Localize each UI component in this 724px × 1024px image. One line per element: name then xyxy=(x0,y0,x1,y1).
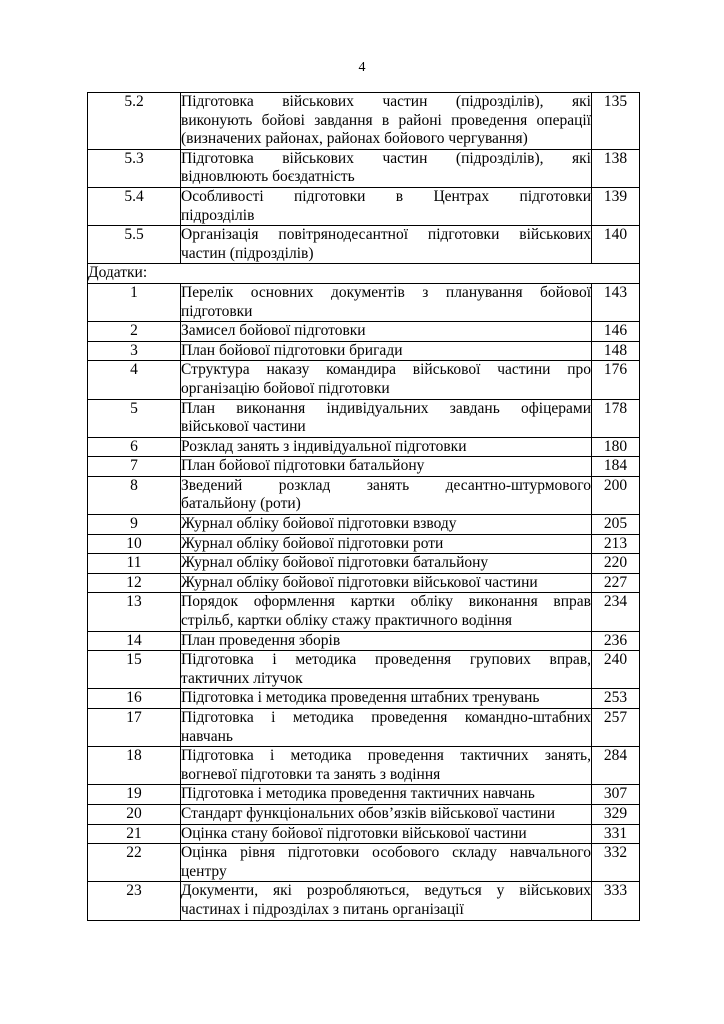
toc-title-line: вогневої підготовки та занять з водіння xyxy=(181,765,441,783)
toc-title-line: План бойової підготовки бригади xyxy=(181,341,403,359)
toc-row-title xyxy=(181,844,592,882)
toc-row-title xyxy=(181,593,592,631)
toc-title-line: частин (підрозділів) xyxy=(181,244,314,262)
toc-title-line: Розклад занять з індивідуальної підготовки xyxy=(181,437,467,455)
toc-row-page: 139 xyxy=(592,187,640,225)
toc-row xyxy=(88,882,640,920)
toc-title-line: відновлюють боєздатність xyxy=(181,168,355,186)
toc-title-line: військової частини xyxy=(181,418,306,436)
toc-body xyxy=(88,93,640,921)
toc-title-line: підрозділів xyxy=(181,206,255,224)
toc-title-line: План виконання індивідуальних завдань офіцерами xyxy=(181,399,591,417)
toc-title-line: Підготовка і методика проведення групових вправ, xyxy=(181,651,591,669)
toc-title-line: Журнал обліку бойової підготовки взводу xyxy=(181,515,457,533)
toc-row xyxy=(88,593,640,631)
toc-row-page: 220 xyxy=(592,554,640,574)
toc-title-line: Підготовка військових частин (підрозділів), які xyxy=(181,149,591,167)
toc-row-title xyxy=(181,651,592,689)
toc-row-number: 1 xyxy=(88,283,181,321)
toc-row xyxy=(88,573,640,593)
toc-row-title xyxy=(181,476,592,514)
toc-row xyxy=(88,631,640,651)
toc-title-line: навчань xyxy=(181,727,233,745)
toc-title-line: План проведення зборів xyxy=(181,631,341,649)
toc-row xyxy=(88,554,640,574)
toc-row xyxy=(88,399,640,437)
toc-row xyxy=(88,226,640,264)
toc-title-line: підготовки xyxy=(181,302,253,320)
toc-row xyxy=(88,341,640,361)
toc-row-page: 331 xyxy=(592,824,640,844)
toc-row xyxy=(88,437,640,457)
toc-row xyxy=(88,149,640,187)
toc-title-line: Перелік основних документів з планування бойової xyxy=(181,283,591,301)
toc-row xyxy=(88,457,640,477)
toc-row xyxy=(88,534,640,554)
toc-row xyxy=(88,651,640,689)
toc-row-number: 21 xyxy=(88,824,181,844)
toc-row-page: 180 xyxy=(592,437,640,457)
toc-title-line: батальйону (роти) xyxy=(181,495,301,513)
toc-title-line: План бойової підготовки батальйону xyxy=(181,457,425,475)
toc-row-title xyxy=(181,534,592,554)
appendices-heading: Додатки: xyxy=(88,264,640,284)
toc-row-number: 5.5 xyxy=(88,226,181,264)
toc-row xyxy=(88,322,640,342)
toc-row-number: 11 xyxy=(88,554,181,574)
toc-row-page: 253 xyxy=(592,689,640,709)
toc-row-title xyxy=(181,554,592,574)
toc-row-number: 12 xyxy=(88,573,181,593)
toc-title-line: Порядок оформлення картки обліку виконання вправ xyxy=(181,593,591,611)
toc-title-line: Підготовка і методика проведення штабних тренувань xyxy=(181,689,540,707)
toc-row xyxy=(88,785,640,805)
toc-row-page: 178 xyxy=(592,399,640,437)
toc-row-number: 10 xyxy=(88,534,181,554)
toc-title-line: тактичних літучок xyxy=(181,669,303,687)
toc-row-title xyxy=(181,226,592,264)
toc-row-page: 257 xyxy=(592,709,640,747)
toc-row xyxy=(88,689,640,709)
toc-row-page: 329 xyxy=(592,804,640,824)
toc-title-line: Замисел бойової підготовки xyxy=(181,322,366,340)
toc-row-title xyxy=(181,457,592,477)
toc-row-title xyxy=(181,361,592,399)
toc-title-line: центру xyxy=(181,862,227,880)
toc-row-page: 146 xyxy=(592,322,640,342)
toc-row-page: 307 xyxy=(592,785,640,805)
toc-row-page: 138 xyxy=(592,149,640,187)
toc-title-line: (визначених районах, районах бойового чергування) xyxy=(181,130,528,148)
toc-row xyxy=(88,476,640,514)
toc-title-line: виконують бойові завдання в районі проведення операції xyxy=(181,111,591,129)
toc-row xyxy=(88,515,640,535)
toc-row-number: 16 xyxy=(88,689,181,709)
toc-row-number: 22 xyxy=(88,844,181,882)
toc-row-title xyxy=(181,785,592,805)
toc-row-page: 135 xyxy=(592,93,640,150)
toc-row-page: 200 xyxy=(592,476,640,514)
toc-row-title xyxy=(181,882,592,920)
toc-title-line: Журнал обліку бойової підготовки роти xyxy=(181,534,444,552)
toc-title-line: Підготовка військових частин (підрозділів), які xyxy=(181,93,591,110)
toc-row-number: 19 xyxy=(88,785,181,805)
toc-row-title xyxy=(181,804,592,824)
toc-row-title xyxy=(181,631,592,651)
toc-row xyxy=(88,283,640,321)
toc-row-title xyxy=(181,399,592,437)
toc-title-line: частинах і підрозділах з питань організації xyxy=(181,900,464,918)
table-of-contents xyxy=(87,92,640,921)
toc-row xyxy=(88,804,640,824)
toc-row-title xyxy=(181,341,592,361)
toc-row-page: 176 xyxy=(592,361,640,399)
toc-row-number: 5.4 xyxy=(88,187,181,225)
toc-title-line: Оцінка рівня підготовки особового складу навчального xyxy=(181,844,591,862)
toc-row xyxy=(88,709,640,747)
toc-row-number: 14 xyxy=(88,631,181,651)
toc-row-number: 8 xyxy=(88,476,181,514)
toc-row xyxy=(88,361,640,399)
toc-row-number: 3 xyxy=(88,341,181,361)
toc-title-line: Організація повітрянодесантної підготовки військових xyxy=(181,226,591,244)
toc-row-title xyxy=(181,689,592,709)
toc-title-line: Журнал обліку бойової підготовки військової частини xyxy=(181,573,538,591)
toc-row-page: 236 xyxy=(592,631,640,651)
toc-row-page: 148 xyxy=(592,341,640,361)
toc-row-number: 9 xyxy=(88,515,181,535)
toc-row-number: 5 xyxy=(88,399,181,437)
toc-row-number: 15 xyxy=(88,651,181,689)
toc-row xyxy=(88,187,640,225)
toc-title-line: Підготовка і методика проведення тактичних занять, xyxy=(181,747,591,765)
toc-section-row xyxy=(88,264,640,284)
toc-title-line: Зведений розклад занять десантно-штурмового xyxy=(181,476,591,494)
toc-row-title xyxy=(181,709,592,747)
toc-row-title xyxy=(181,437,592,457)
toc-title-line: Структура наказу командира військової частини про xyxy=(181,361,591,379)
toc-row-number: 4 xyxy=(88,361,181,399)
toc-row-number: 5.2 xyxy=(88,93,181,150)
toc-row-number: 17 xyxy=(88,709,181,747)
toc-row-number: 7 xyxy=(88,457,181,477)
toc-row-title xyxy=(181,515,592,535)
toc-row-page: 234 xyxy=(592,593,640,631)
toc-title-line: Підготовка і методика проведення тактичних навчань xyxy=(181,785,535,803)
toc-row-number: 2 xyxy=(88,322,181,342)
toc-title-line: Журнал обліку бойової підготовки батальйону xyxy=(181,554,489,572)
toc-row-title xyxy=(181,824,592,844)
toc-row xyxy=(88,747,640,785)
toc-row-page: 227 xyxy=(592,573,640,593)
page-number: 4 xyxy=(358,60,366,75)
toc-row-number: 23 xyxy=(88,882,181,920)
toc-row-page: 205 xyxy=(592,515,640,535)
toc-title-line: Документи, які розробляються, ведуться у військових xyxy=(181,882,591,900)
toc-row-page: 213 xyxy=(592,534,640,554)
toc-row-title xyxy=(181,187,592,225)
toc-row-title xyxy=(181,283,592,321)
toc-title-line: Особливості підготовки в Центрах підготовки xyxy=(181,187,591,205)
toc-row xyxy=(88,824,640,844)
toc-row xyxy=(88,93,640,150)
toc-title-line: Стандарт функціональних обов’язків військової частини xyxy=(181,804,556,822)
toc-row-title xyxy=(181,322,592,342)
toc-row-page: 143 xyxy=(592,283,640,321)
toc-row xyxy=(88,844,640,882)
toc-row-title xyxy=(181,573,592,593)
toc-row-number: 5.3 xyxy=(88,149,181,187)
toc-row-page: 333 xyxy=(592,882,640,920)
toc-row-page: 140 xyxy=(592,226,640,264)
toc-row-number: 18 xyxy=(88,747,181,785)
toc-row-page: 284 xyxy=(592,747,640,785)
toc-row-title xyxy=(181,747,592,785)
toc-row-page: 184 xyxy=(592,457,640,477)
toc-title-line: організацію бойової підготовки xyxy=(181,379,390,397)
toc-title-line: стрільб, картки обліку стажу практичного водіння xyxy=(181,612,513,630)
toc-row-number: 13 xyxy=(88,593,181,631)
toc-row-number: 20 xyxy=(88,804,181,824)
toc-row-title xyxy=(181,149,592,187)
toc-title-line: Підготовка і методика проведення командно-штабних xyxy=(181,709,591,726)
toc-row-page: 332 xyxy=(592,844,640,882)
toc-title-line: Оцінка стану бойової підготовки військової частини xyxy=(181,824,527,842)
toc-row-title xyxy=(181,93,592,150)
toc-row-page: 240 xyxy=(592,651,640,689)
toc-row-number: 6 xyxy=(88,437,181,457)
